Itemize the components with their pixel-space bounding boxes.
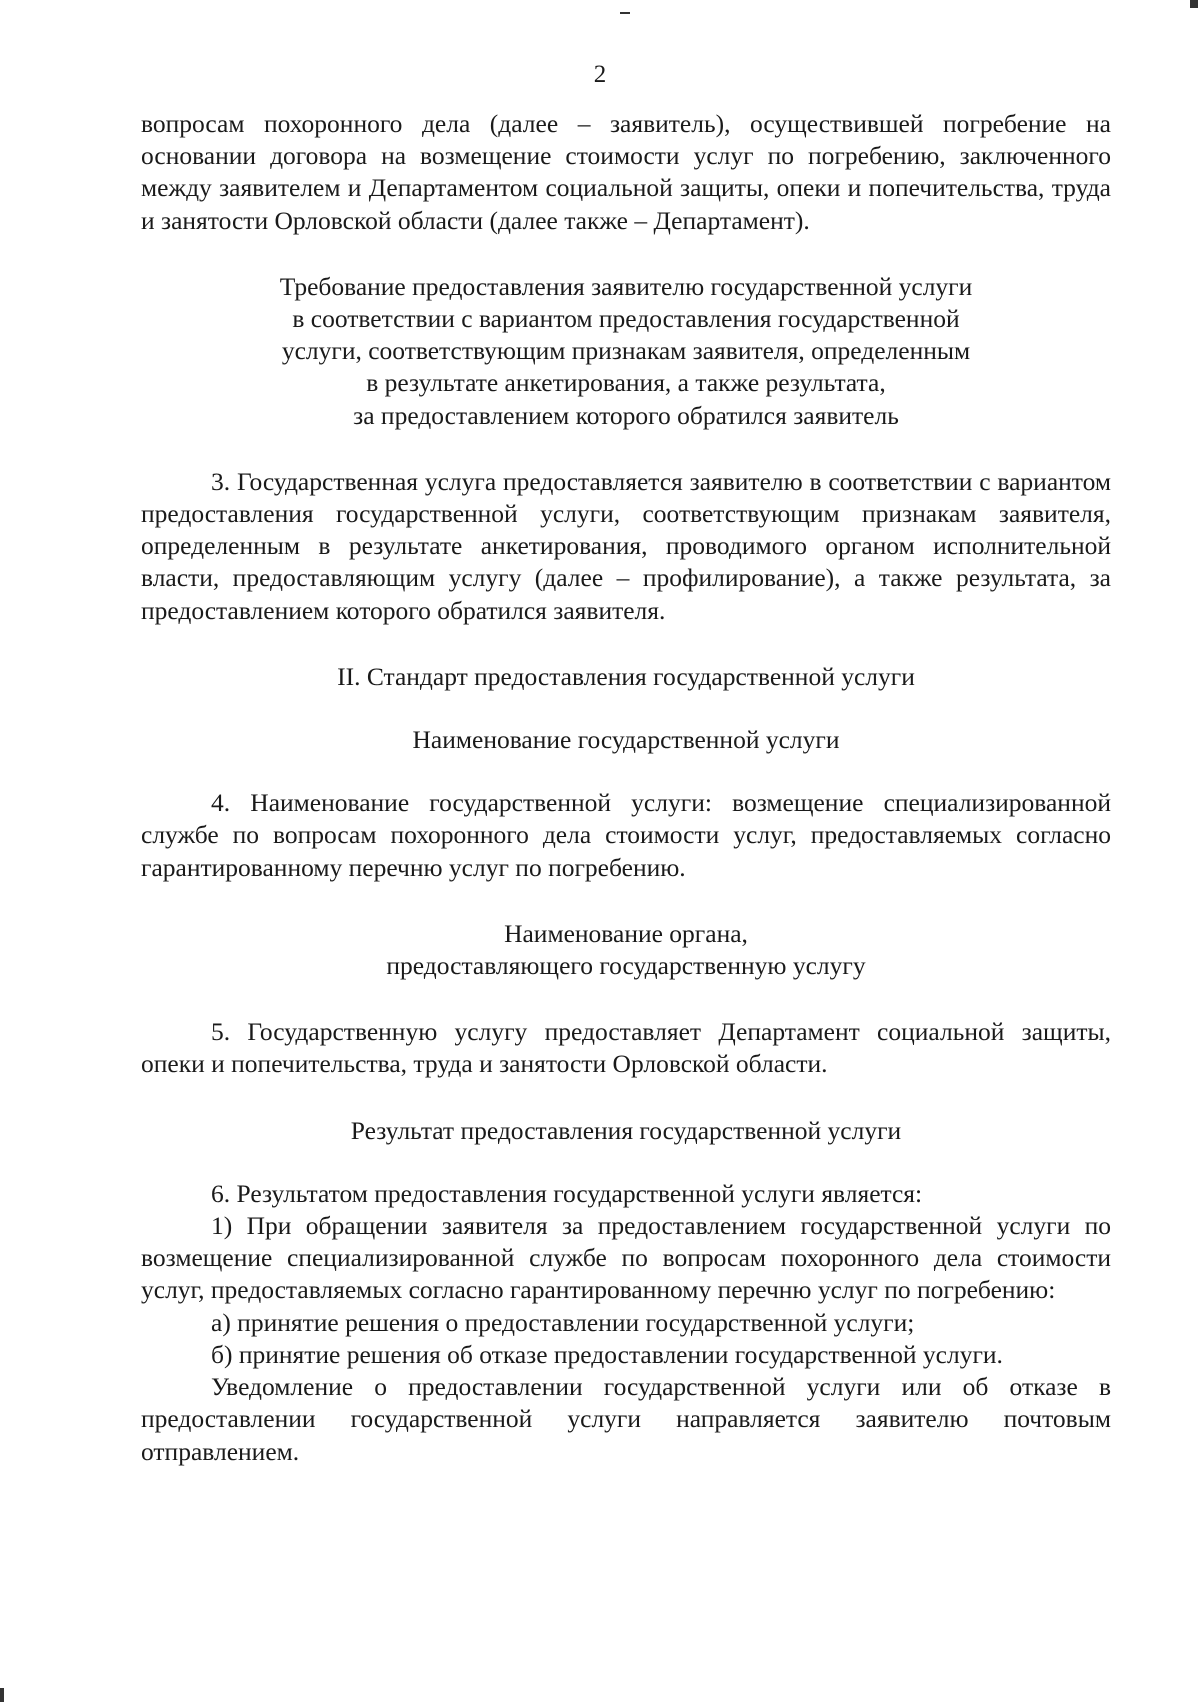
paragraph-notice: Уведомление о предоставлении государственной услуги или об отказе в предоставлении государственной услуги направляется заявителю почтовым отправлением. xyxy=(141,1372,1111,1466)
paragraph-5: 5. Государственную услугу предоставляет Департамент социальной защиты, опеки и попечительства, труда и занятости Орловской области. xyxy=(141,1017,1111,1079)
intro-paragraph: вопросам похоронного дела (далее – заявитель), осуществившей погребение на основании договора на возмещение стоимости услуг по погребению, заключенного между заявителем и Департаментом социальной защиты, опеки и попечительства, труда и занятости Орловской области (далее также – Департамент). xyxy=(141,109,1111,235)
heading-line: Требование предоставления заявителю государственной услуги xyxy=(279,271,973,301)
heading-line: за предоставлением которого обратился заявитель xyxy=(353,400,899,430)
scan-mark-top xyxy=(620,12,630,14)
heading-line: Наименование органа, xyxy=(504,918,748,948)
paragraph-6-b: б) принятие решения об отказе предоставлении государственной услуги. xyxy=(211,1339,1003,1369)
paragraph-6-1: 1) При обращении заявителя за предоставлением государственной услуги по возмещение специализированной службе по вопросам похоронного дела стоимости услуг, предоставляемых согласно гарантированному перечню услуг по погребению: xyxy=(141,1211,1111,1305)
paragraph-6-a: а) принятие решения о предоставлении государственной услуги; xyxy=(211,1307,915,1337)
heading-line: предоставляющего государственную услугу xyxy=(386,951,866,981)
heading-line: в соответствии с вариантом предоставления государственной xyxy=(292,304,960,334)
scan-mark-left xyxy=(0,1688,4,1702)
section-title: II. Стандарт предоставления государственной услуги xyxy=(337,661,915,691)
paragraph-6: 6. Результатом предоставления государственной услуги является: xyxy=(211,1178,923,1208)
heading-service-name: Наименование государственной услуги xyxy=(412,725,840,755)
heading-line: услуги, соответствующим признакам заявителя, определенным xyxy=(281,336,971,366)
paragraph-3: 3. Государственная услуга предоставляется заявителю в соответствии с вариантом предоставления государственной услуги, соответствующим признакам заявителя, определенным в результате анкетирования, проводимого органом исполнительной власти, предоставляющим услугу (далее – профилирование), а также результата, за предоставлением которого обратился заявителя. xyxy=(141,466,1111,625)
heading-requirement xyxy=(141,271,1111,432)
heading-organ xyxy=(141,918,1111,982)
paragraph-4: 4. Наименование государственной услуги: возмещение специализированной службе по вопросам похоронного дела стоимости услуг, предоставляемых согласно гарантированному перечню услуг по погребению. xyxy=(141,788,1111,882)
document-body xyxy=(141,108,1111,1468)
scan-mark-corner xyxy=(1190,0,1198,8)
heading-result: Результат предоставления государственной услуги xyxy=(350,1115,902,1145)
page-number: 2 xyxy=(593,61,607,88)
heading-line: в результате анкетирования, а также результата, xyxy=(366,368,886,398)
